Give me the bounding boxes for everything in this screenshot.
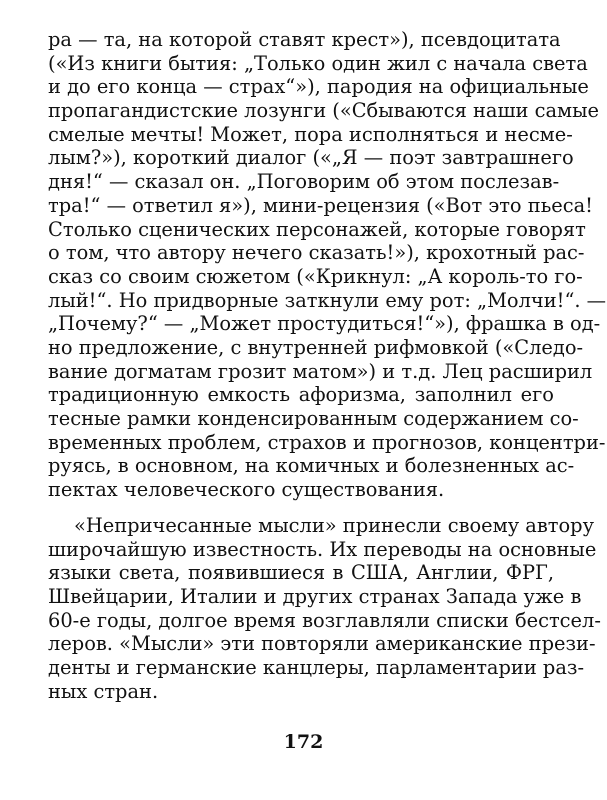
paragraph-1: [48, 28, 607, 502]
text-line: руясь, в основном, на комичных и болезненных ас-: [48, 454, 575, 478]
text-line: „Почему?“ — „Может простудиться!“»), фрашка в од-: [48, 312, 601, 336]
text-line: лый!“. Но придворные заткнули ему рот: „Молчи!“. —: [48, 288, 607, 312]
text-line: дня!“ — сказал он. „Поговорим об этом послезав-: [48, 170, 560, 194]
text-line: Столько сценических персонажей, которые говорят: [48, 217, 586, 241]
text-line: «Непричесанные мысли» принесли своему автору: [74, 514, 594, 537]
text-line: пропагандистские лозунги («Сбываются наши самые: [48, 99, 600, 123]
text-line: но предложение, с внутренней рифмовкой («Следо-: [48, 335, 584, 359]
text-line: смелые мечты! Может, пора исполняться и несме-: [48, 122, 573, 146]
text-line: тра!“ — ответил я»), мини-рецензия («Вот это пьеса!: [48, 193, 593, 217]
text-line: широчайшую известность. Их переводы на основные: [48, 537, 597, 561]
text-line: ных стран.: [48, 679, 159, 703]
text-line: пектах человеческого существования.: [48, 478, 445, 502]
text-line: языки света, появившиеся в США, Англии, ФРГ,: [48, 561, 554, 585]
text-line: вание догматам грозит матом») и т.д. Лец расширил: [48, 359, 593, 383]
text-line: традиционную емкость афоризма, заполнил его: [48, 383, 554, 407]
text-line: тесные рамки конденсированным содержанием со-: [48, 407, 579, 430]
text-line: и до его конца — страх“»), пародия на официальные: [48, 75, 589, 99]
text-line: Швейцарии, Италии и других странах Запада уже в: [48, 585, 582, 609]
text-line: о том, что автору нечего сказать!»), крохотный рас-: [48, 241, 585, 265]
paragraph-2: [48, 514, 601, 704]
text-line: лым?»), короткий диалог («„Я — поэт завтрашнего: [48, 146, 574, 170]
text-line: 60-е годы, долгое время возглавляли списки бестсел-: [48, 608, 601, 632]
text-line: сказ со своим сюжетом («Крикнул: „А король-то го-: [48, 264, 583, 288]
text-line: денты и германские канцлеры, парламентарии раз-: [48, 656, 585, 680]
text-line: временных проблем, страхов и прогнозов, концентри-: [48, 430, 606, 454]
page-number: 172: [283, 731, 324, 753]
text-line: леров. «Мысли» эти повторяли американские прези-: [48, 632, 596, 656]
text-line: ра — та, на которой ставят крест»), псевдоцитата: [48, 28, 561, 51]
text-line: («Из книги бытия: „Только один жил с начала света: [48, 51, 588, 75]
